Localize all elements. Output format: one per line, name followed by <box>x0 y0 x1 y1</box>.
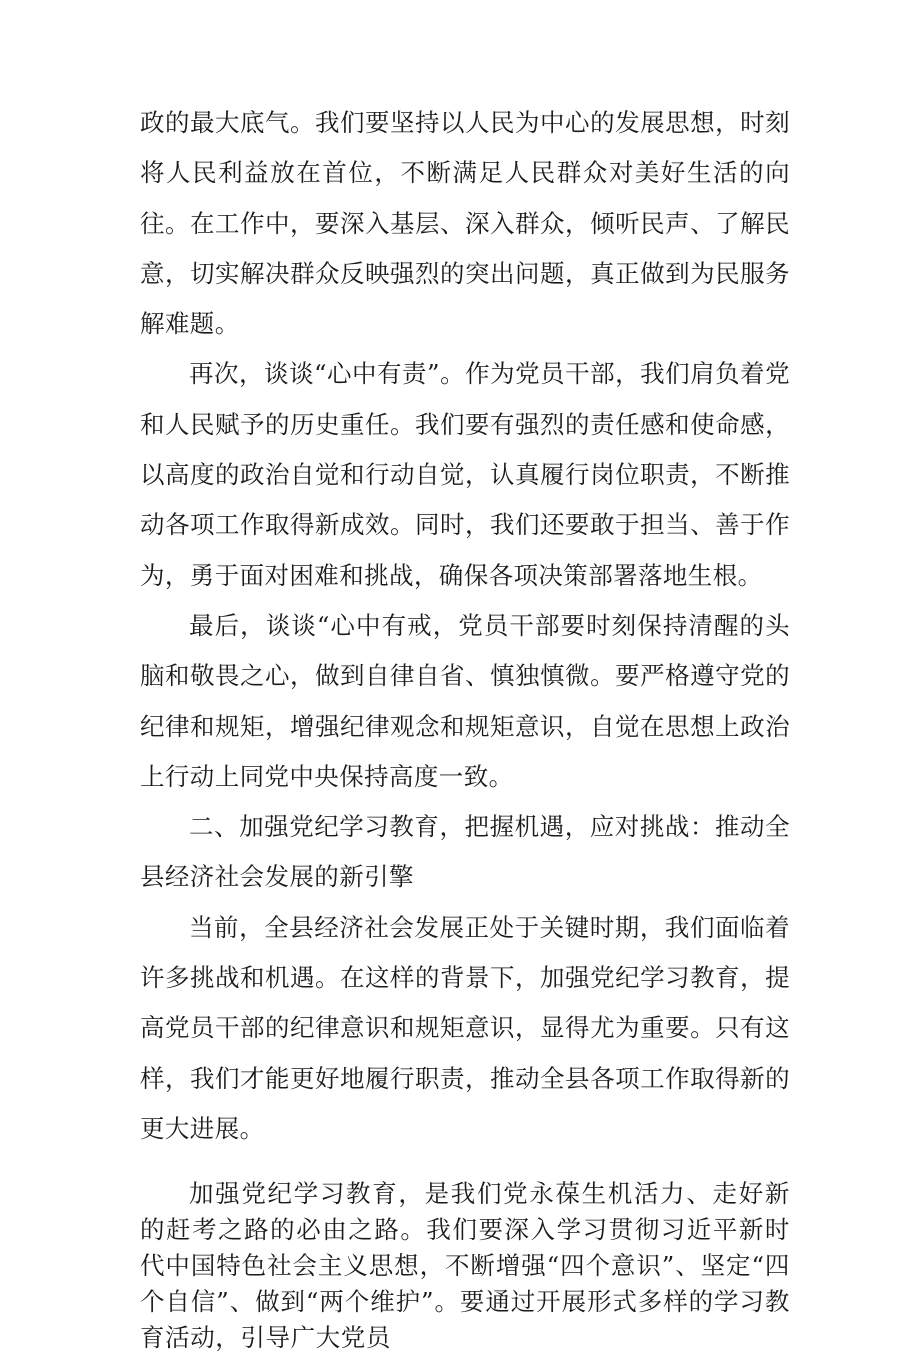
paragraph-discipline: 最后，谈谈“心中有戒，党员干部要时刻保持清醒的头脑和敬畏之心，做到自律自省、慎独慎微。要严格遵守党的纪律和规矩，增强纪律观念和规矩意识，自觉在思想上政治上行动上同党中央保持高度一致。 <box>140 610 790 791</box>
paragraph-continuation: 政的最大底气。我们要坚持以人民为中心的发展思想，时刻将人民利益放在首位，不断满足人民群众对美好生活的向往。在工作中，要深入基层、深入群众，倾听民声、了解民意，切实解决群众反映强烈的突出问题，真正做到为民服务解难题。 <box>140 108 790 339</box>
document-page <box>140 98 790 1356</box>
paragraph-responsibility: 再次，谈谈“心中有责”。作为党员干部，我们肩负着党和人民赋予的历史重任。我们要有强烈的责任感和使命感，以高度的政治自觉和行动自觉，认真履行岗位职责，不断推动各项工作取得新成效。同时，我们还要敢于担当、善于作为，勇于面对困难和挑战，确保各项决策部署落地生根。 <box>140 359 790 590</box>
paragraph-education: 加强党纪学习教育，是我们党永葆生机活力、走好新的赶考之路的必由之路。我们要深入学习贯彻习近平新时代中国特色社会主义思想，不断增强“四个意识”、坚定“四个自信”、做到“两个维护”。要通过开展形式多样的学习教育活动，引导广大党员 <box>140 1179 790 1353</box>
paragraph-current-situation: 当前，全县经济社会发展正处于关键时期，我们面临着许多挑战和机遇。在这样的背景下，加强党纪学习教育，提高党员干部的纪律意识和规矩意识，显得尤为重要。只有这样，我们才能更好地履行职责，推动全县各项工作取得新的更大进展。 <box>140 912 790 1143</box>
section-heading: 二、加强党纪学习教育，把握机遇，应对挑战：推动全县经济社会发展的新引擎 <box>140 812 790 892</box>
